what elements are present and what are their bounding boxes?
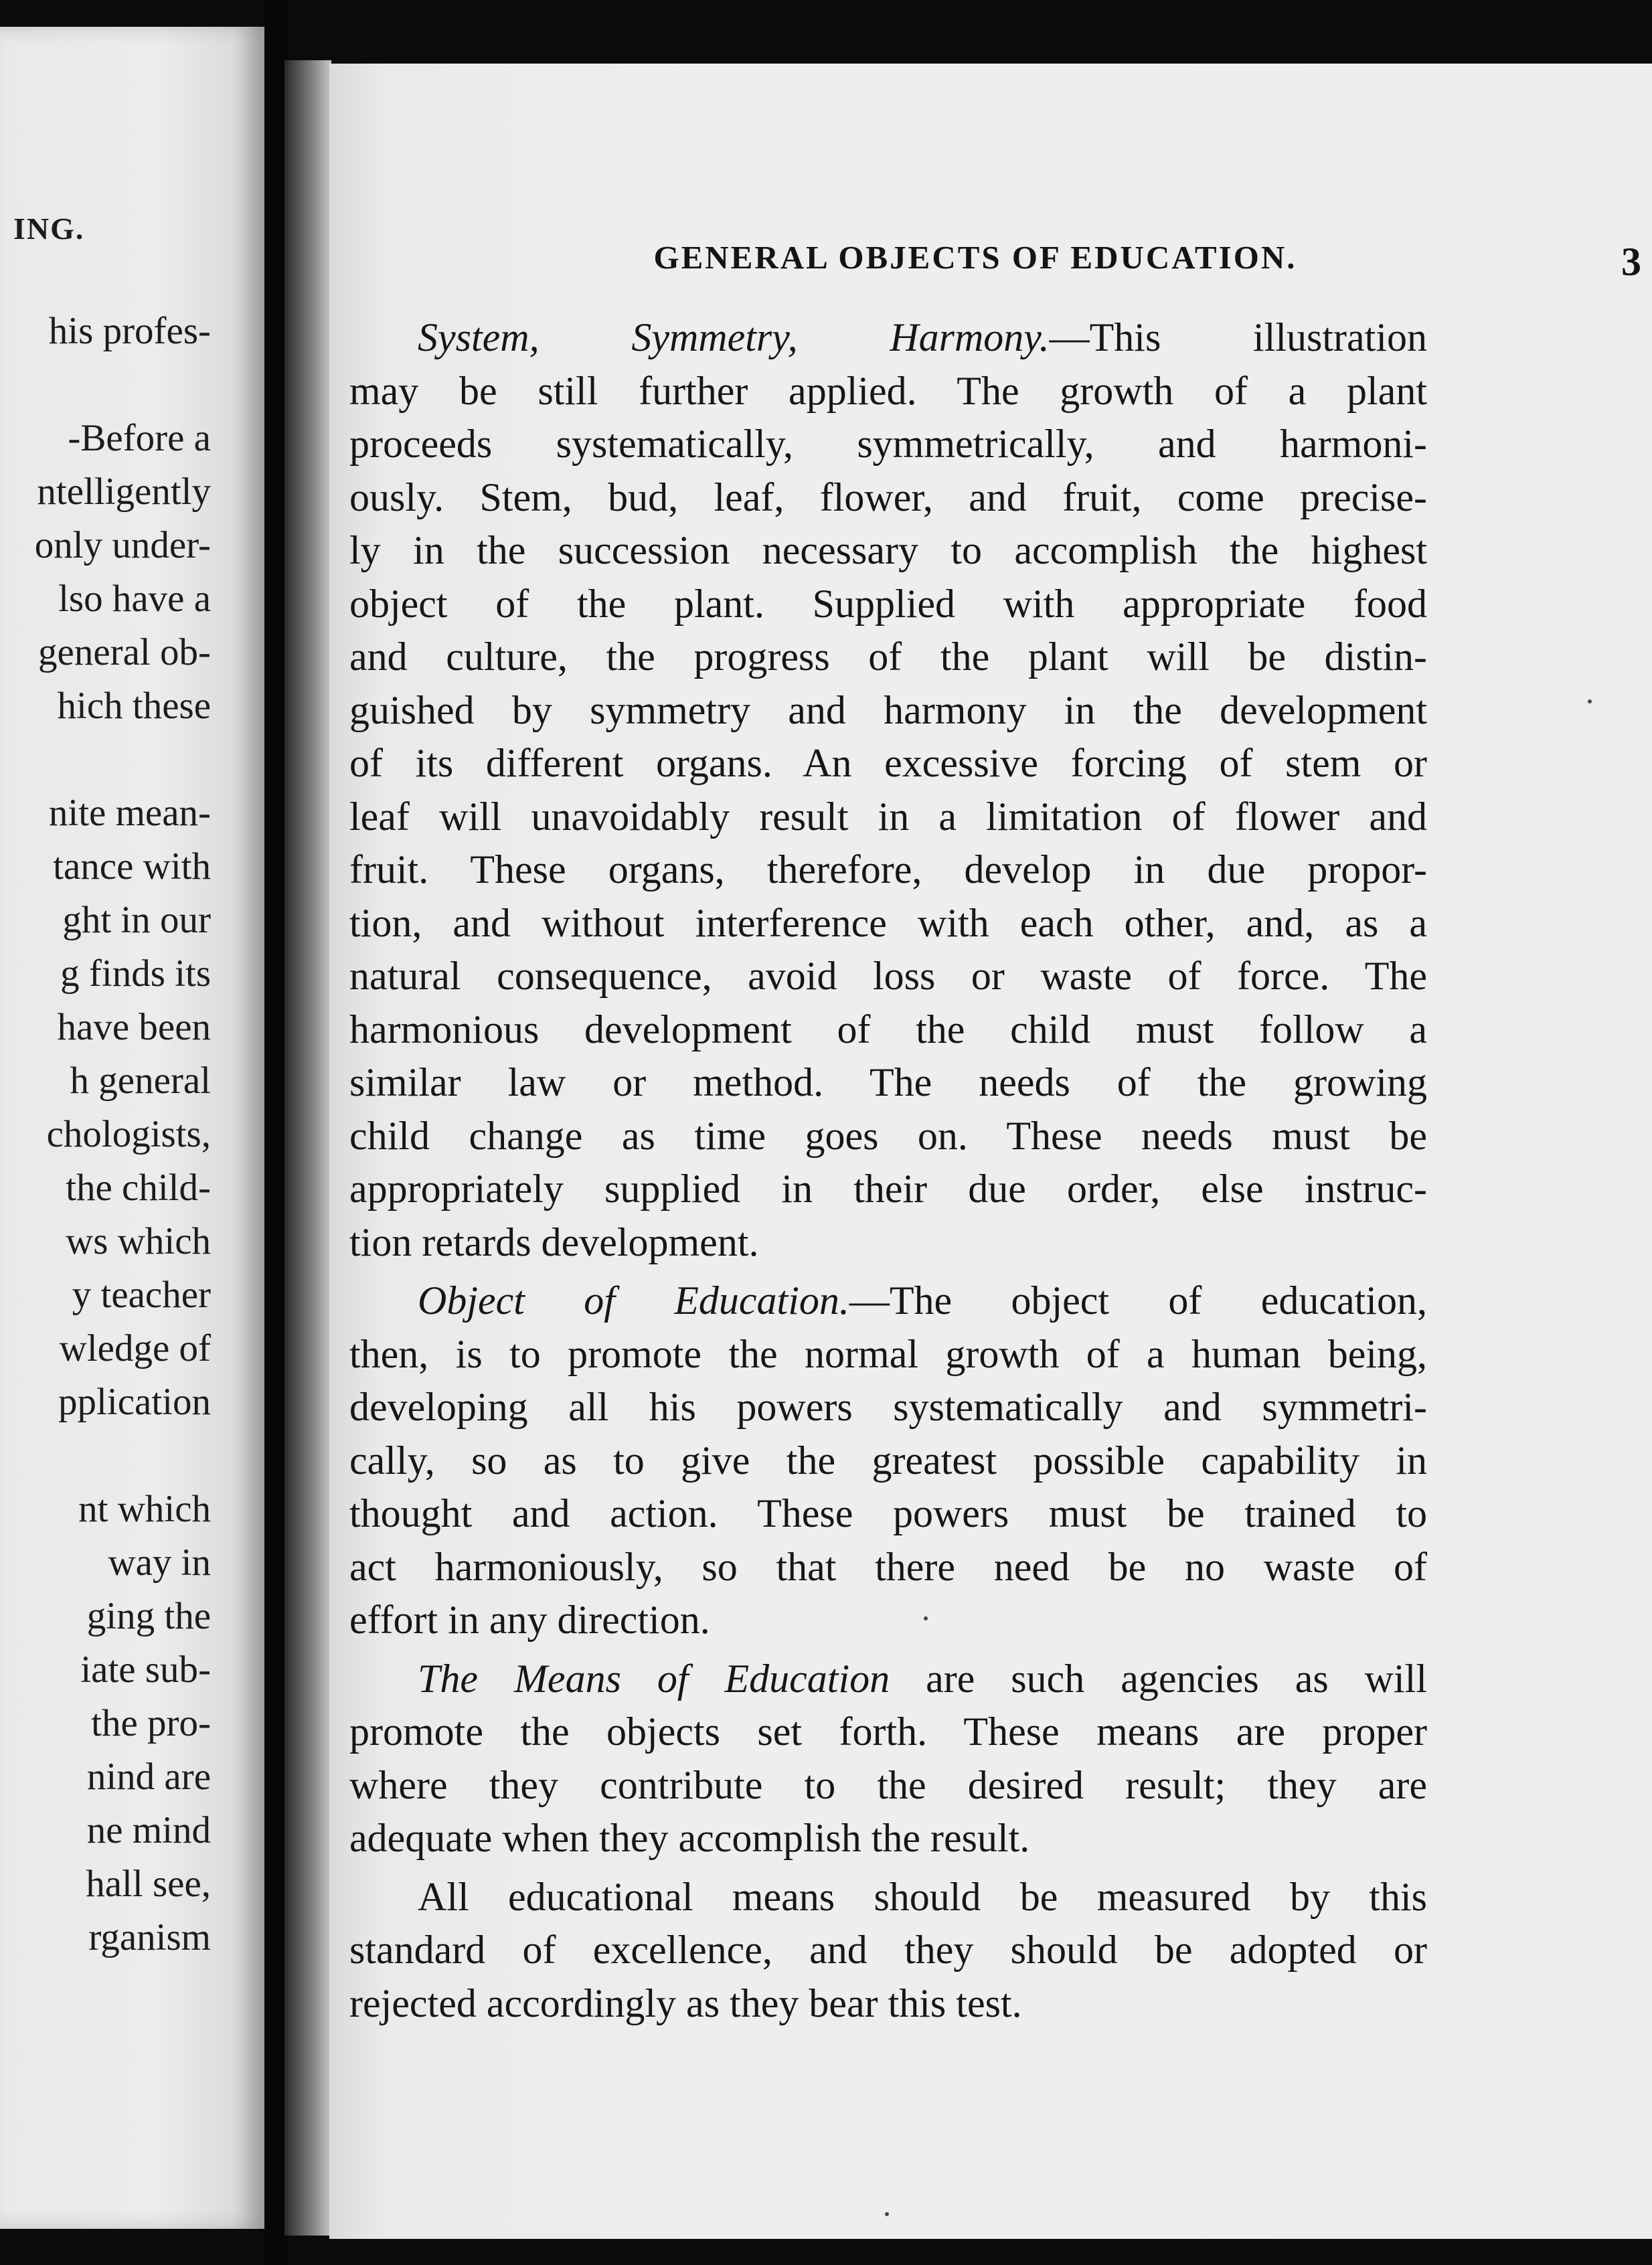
- text-line: [349, 1163, 1427, 1216]
- line-text: proceeds systematically, symmetrically, and harmoni-: [349, 422, 1427, 466]
- left-page-line: [0, 1911, 264, 1964]
- text-line: [349, 1487, 1427, 1541]
- line-text: rejected accordingly as they bear this test.: [349, 1981, 1022, 2025]
- left-page-line-text: ging the: [86, 1595, 211, 1637]
- text-line: [349, 684, 1427, 738]
- text-line: [349, 1541, 1427, 1594]
- left-page-line: [0, 1750, 264, 1804]
- left-page-line-text: his profes-: [48, 310, 211, 352]
- ink-speck: [1588, 699, 1592, 703]
- line-text: —The object of education,: [849, 1278, 1427, 1323]
- text-line: [349, 1216, 1427, 1270]
- line-text: object of the plant. Supplied with appropriate food: [349, 581, 1427, 626]
- text-line: [349, 311, 1427, 365]
- paragraph: [349, 1871, 1427, 2031]
- left-page-line: [0, 1590, 264, 1643]
- left-page-line-text: hich these: [57, 685, 211, 727]
- text-line: [349, 578, 1427, 631]
- left-page-line: [0, 1804, 264, 1857]
- left-page-line-text: the pro-: [91, 1702, 211, 1744]
- text-line: [349, 1977, 1427, 2031]
- left-page-line-text: g finds its: [60, 952, 211, 995]
- left-page-line-text: ne mind: [86, 1809, 211, 1851]
- paragraph: [349, 1653, 1427, 1865]
- line-text: guished by symmetry and harmony in the development: [349, 687, 1427, 732]
- paragraph: [349, 1274, 1427, 1647]
- paragraph-heading: The Means of Education: [418, 1656, 890, 1701]
- right-page: [329, 64, 1652, 2239]
- left-page-line: [0, 947, 264, 1001]
- line-text: tion retards development.: [349, 1220, 759, 1264]
- left-page-line: [0, 1108, 264, 1161]
- left-page-line-text: ght in our: [62, 899, 211, 941]
- line-text: are such agencies as will: [890, 1656, 1427, 1701]
- left-page-line: [0, 1268, 264, 1322]
- line-text: All educational means should be measured by this: [418, 1874, 1427, 1919]
- left-page-line: [0, 305, 264, 358]
- line-text: where they contribute to the desired result; they are: [349, 1762, 1427, 1807]
- left-page-line: [0, 1161, 264, 1215]
- line-text: appropriately supplied in their due order, else instruc-: [349, 1167, 1427, 1211]
- line-text: adequate when they accomplish the result.: [349, 1816, 1030, 1860]
- left-page-line: [0, 412, 264, 465]
- line-text: natural consequence, avoid loss or waste of force. The: [349, 954, 1427, 998]
- text-line: [349, 1381, 1427, 1434]
- line-text: similar law or method. The needs of the growing: [349, 1060, 1427, 1104]
- left-page-line: [0, 1857, 264, 1911]
- line-text: of its different organs. An excessive forcing of stem or: [349, 741, 1427, 785]
- left-page-line-text: the child-: [66, 1167, 211, 1209]
- text-line: [349, 1924, 1427, 1977]
- left-page-line: [0, 626, 264, 679]
- text-line: [349, 524, 1427, 578]
- left-page-line-text: wledge of: [59, 1327, 211, 1369]
- line-text: act harmoniously, so that there need be no waste of: [349, 1544, 1427, 1589]
- text-line: [349, 790, 1427, 844]
- left-page-line-text: iate sub-: [80, 1649, 211, 1691]
- line-text: harmonious development of the child must follow a: [349, 1007, 1427, 1052]
- text-line: [349, 1812, 1427, 1865]
- line-text: ly in the succession necessary to accomplish the highest: [349, 528, 1427, 572]
- left-page-line: [0, 1322, 264, 1375]
- text-line: [349, 1653, 1427, 1706]
- left-running-head: ING.: [13, 212, 85, 246]
- line-text: effort in any direction.: [349, 1598, 710, 1642]
- left-page-line-text: h general: [70, 1060, 211, 1102]
- line-text: leaf will unavoidably result in a limitation of flower and: [349, 794, 1427, 839]
- line-text: ously. Stem, bud, leaf, flower, and fruit, come precise-: [349, 475, 1427, 519]
- left-page-line-text: only under-: [34, 524, 211, 566]
- left-page: [0, 27, 264, 2229]
- left-page-line-text: hall see,: [86, 1863, 211, 1905]
- left-page-line: [0, 519, 264, 572]
- left-page-line-text: nind are: [86, 1756, 211, 1798]
- left-page-line-text: way in: [108, 1541, 211, 1584]
- text-line: [349, 843, 1427, 897]
- left-page-line-text: ntelligently: [37, 471, 211, 513]
- line-text: child change as time goes on. These needs must be: [349, 1113, 1427, 1158]
- line-text: cally, so as to give the greatest possible capability in: [349, 1438, 1427, 1483]
- left-page-line: [0, 572, 264, 626]
- left-page-line: [0, 1536, 264, 1590]
- text-line: [349, 1705, 1427, 1759]
- left-page-line-text: chologists,: [46, 1113, 211, 1155]
- text-line: [349, 471, 1427, 525]
- text-line: [349, 1003, 1427, 1057]
- left-page-line-text: ws which: [66, 1220, 211, 1262]
- paragraph: [349, 311, 1427, 1269]
- line-text: thought and action. These powers must be trained to: [349, 1491, 1427, 1535]
- left-page-line-text: have been: [57, 1006, 211, 1048]
- text-line: [349, 1434, 1427, 1488]
- text-line: [349, 1274, 1427, 1328]
- left-page-line-text: nt which: [78, 1488, 211, 1530]
- ink-speck: [924, 1616, 928, 1620]
- ink-speck: [885, 2212, 889, 2216]
- left-page-line: [0, 840, 264, 894]
- page-body: [349, 311, 1427, 2035]
- paragraph-heading: System, Symmetry, Harmony.: [418, 315, 1050, 359]
- text-line: [349, 1759, 1427, 1813]
- left-page-line-text: pplication: [58, 1381, 211, 1423]
- left-page-line: [0, 1483, 264, 1536]
- line-text: fruit. These organs, therefore, develop in due propor-: [349, 847, 1427, 892]
- book-spine-shadow: [284, 60, 331, 2236]
- text-line: [349, 631, 1427, 684]
- line-text: —This illustration: [1049, 315, 1427, 359]
- left-page-line: [0, 465, 264, 519]
- left-page-line: [0, 786, 264, 840]
- line-text: then, is to promote the normal growth of a human being,: [349, 1331, 1427, 1376]
- left-page-line: [0, 1215, 264, 1268]
- running-head: [570, 231, 1641, 284]
- left-page-line-text: tance with: [53, 845, 211, 888]
- running-title: GENERAL OBJECTS OF EDUCATION.: [653, 239, 1297, 276]
- line-text: and culture, the progress of the plant will be distin-: [349, 635, 1427, 679]
- line-text: developing all his powers systematically and symmetri-: [349, 1385, 1427, 1429]
- line-text: tion, and without interference with each other, and, as a: [349, 900, 1427, 945]
- left-page-line-text: -Before a: [68, 417, 211, 459]
- text-line: [349, 1594, 1427, 1647]
- text-line: [349, 1328, 1427, 1381]
- text-line: [349, 897, 1427, 950]
- text-line: [349, 737, 1427, 790]
- left-page-line: [0, 894, 264, 947]
- left-page-line-text: lso have a: [58, 578, 211, 620]
- line-text: may be still further applied. The growth of a plant: [349, 368, 1427, 413]
- text-line: [349, 365, 1427, 418]
- left-page-line: [0, 1697, 264, 1750]
- left-page-line-text: nite mean-: [48, 792, 211, 834]
- text-line: [349, 1871, 1427, 1924]
- text-line: [349, 1056, 1427, 1110]
- line-text: promote the objects set forth. These means are proper: [349, 1709, 1427, 1754]
- paragraph-heading: Object of Education.: [418, 1278, 849, 1323]
- left-page-line-text: rganism: [88, 1916, 211, 1958]
- left-page-line: [0, 1001, 264, 1054]
- line-text: standard of excellence, and they should be adopted or: [349, 1928, 1427, 1972]
- left-page-line-text: general ob-: [38, 631, 211, 673]
- left-page-line: [0, 1054, 264, 1108]
- text-line: [349, 418, 1427, 471]
- text-line: [349, 1110, 1427, 1163]
- left-page-line-text: y teacher: [72, 1274, 211, 1316]
- left-page-line: [0, 679, 264, 733]
- left-page-line: [0, 1643, 264, 1697]
- page-number: 3: [1621, 240, 1641, 284]
- left-page-line: [0, 1375, 264, 1429]
- text-line: [349, 950, 1427, 1003]
